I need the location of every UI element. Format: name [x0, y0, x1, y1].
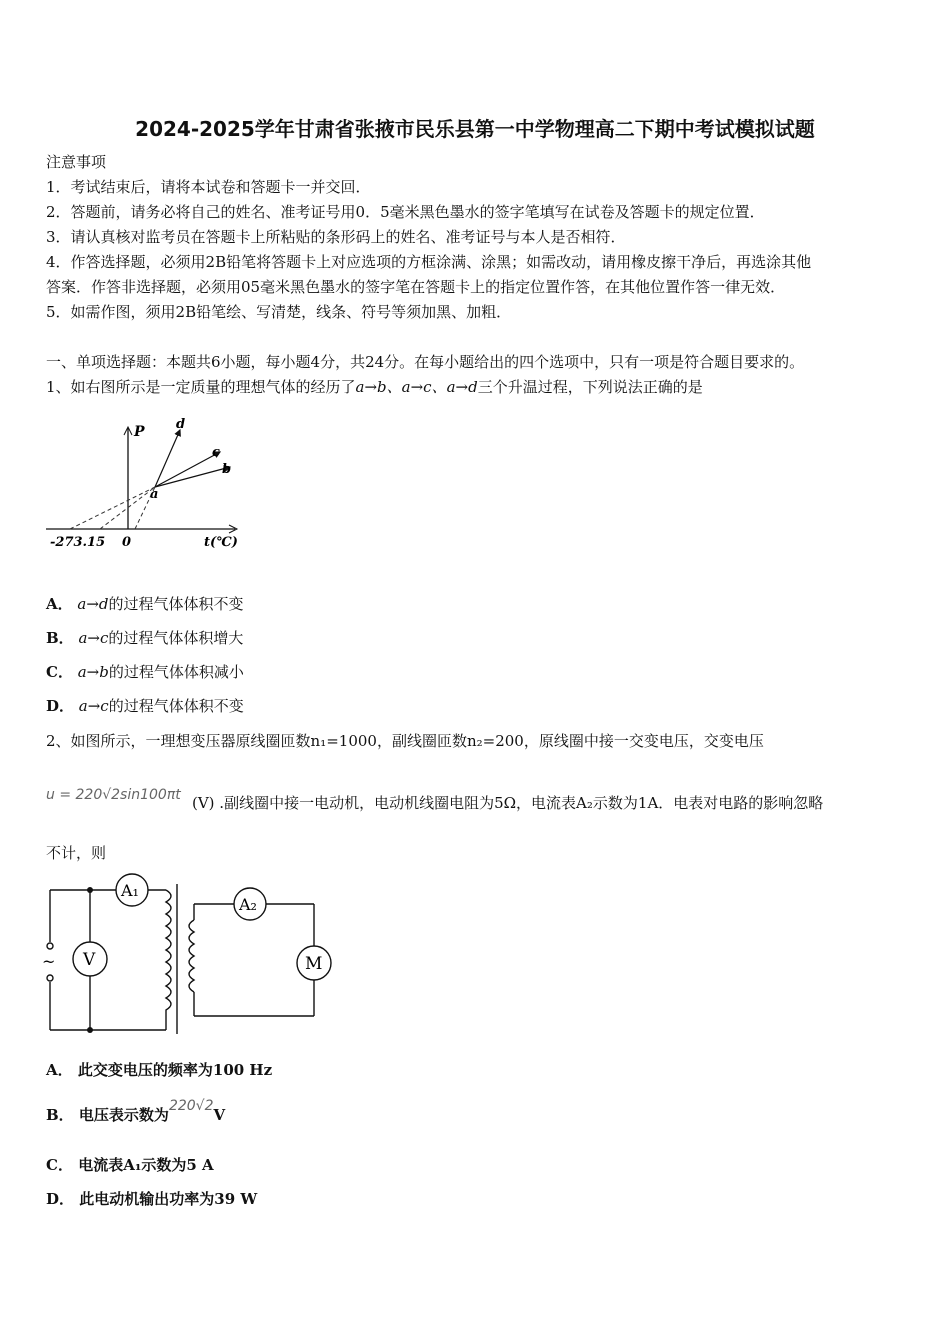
- notice-item: 3．请认真核对监考员在答题卡上所粘贴的条形码上的姓名、准考证号与本人是否相符．: [46, 228, 626, 246]
- q2-option-b: [46, 1098, 226, 1126]
- q2-circuit-diagram: [38, 870, 338, 1040]
- origin-label: 0: [122, 535, 132, 550]
- process-a-c: [155, 452, 220, 487]
- primary-coil: [166, 890, 171, 1030]
- q2-formula: [46, 784, 181, 805]
- v-label: V: [83, 950, 96, 970]
- option-process: a→d: [77, 595, 109, 613]
- q2-stem-line2: (V) .副线圈中接一电动机，电动机线圈电阻为5Ω，电流表A₂示数为1A．电表对电路的影响忽略: [192, 794, 824, 812]
- terminal-bottom: [47, 975, 53, 981]
- q1-stem: [46, 377, 703, 397]
- option-letter: B．: [46, 1106, 74, 1124]
- dashed-line-ab: [70, 487, 155, 529]
- option-process: a→c: [78, 629, 109, 647]
- a2-label: A₂: [239, 895, 257, 914]
- q2-stem-line1: 2、如图所示，一理想变压器原线圈匝数n₁=1000，副线圈匝数n₂=200，原线圈中接一交变电压，交变电压: [46, 732, 764, 750]
- ac-source-symbol: ~: [42, 952, 56, 971]
- a1-label: A₁: [121, 881, 139, 900]
- section-heading: 一、单项选择题：本题共6小题，每小题4分，共24分。在每小题给出的四个选项中，只有一项是符合题目要求的。: [46, 353, 805, 371]
- point-b-label: b: [222, 462, 232, 477]
- option-text: 的过程气体体积增大: [108, 629, 244, 647]
- notice-item: 1．考试结束后，请将本试卷和答题卡一并交回．: [46, 178, 371, 196]
- m-label: M: [305, 954, 323, 974]
- process-a-d: [155, 430, 180, 487]
- option-text: 此电动机输出功率为39 W: [79, 1190, 258, 1208]
- q2-option-d: [46, 1189, 257, 1209]
- option-text: 此交变电压的频率为100 Hz: [77, 1061, 273, 1079]
- option-letter: D．: [46, 1190, 75, 1208]
- page-title: 2024-2025学年甘肃省张掖市民乐县第一中学物理高二下期中考试模拟试题: [135, 117, 815, 141]
- option-letter: B．: [46, 629, 74, 647]
- point-c-label: c: [212, 445, 220, 460]
- q1-option-a: [46, 594, 244, 614]
- q1-option-d: [46, 696, 244, 716]
- notice-item: 4．作答选择题，必须用2B铅笔将答题卡上对应选项的方框涂满、涂黑；如需改动，请用橡皮擦干净后，再选涂其他: [46, 253, 812, 271]
- option-text: 的过程气体体积减小: [108, 663, 244, 681]
- q2-stem-line3: 不计，则: [46, 844, 107, 862]
- option-letter: C．: [46, 663, 73, 681]
- secondary-coil: [189, 920, 194, 992]
- option-process: a→b: [77, 663, 109, 681]
- option-letter: A．: [46, 595, 73, 613]
- junction-bottom: [87, 1027, 93, 1033]
- notice-item: 5．如需作图，须用2B铅笔绘、写清楚，线条、符号等须加黑、加粗．: [46, 303, 512, 321]
- option-text: 电压表示数为: [78, 1106, 169, 1124]
- option-letter: A．: [46, 1061, 73, 1079]
- q1-stem-text: 1、如右图所示是一定质量的理想气体的经历了: [46, 378, 356, 396]
- option-text: 的过程气体体积不变: [108, 595, 244, 613]
- q2-option-a: [46, 1060, 272, 1080]
- notice-item: 答案．作答非选择题，必须用05毫米黑色墨水的签字笔在答题卡上的指定位置作答，在其他位置作答一律无效．: [46, 278, 786, 296]
- q2-option-c: [46, 1155, 214, 1175]
- q1-stem-processes: a→b、a→c、a→d: [355, 378, 478, 396]
- terminal-top: [47, 943, 53, 949]
- point-a-label: a: [150, 487, 159, 502]
- x-intercept-label: -273.15: [50, 535, 106, 550]
- option-text: 的过程气体体积不变: [108, 697, 244, 715]
- option-process: a→c: [78, 697, 109, 715]
- q1-option-c: [46, 662, 244, 682]
- option-letter: D．: [46, 697, 75, 715]
- y-axis-label: P: [134, 424, 145, 440]
- x-axis-label: t(℃): [204, 535, 238, 550]
- option-unit: V: [213, 1106, 226, 1124]
- notice-item: 2．答题前，请务必将自己的姓名、准考证号用0．5毫米黑色墨水的签字笔填写在试卷及答题卡的规定位置．: [46, 203, 765, 221]
- q1-stem-text-end: 三个升温过程，下列说法正确的是: [477, 378, 703, 396]
- option-text: 电流表A₁示数为5 A: [78, 1156, 214, 1174]
- notice-heading: 注意事项: [46, 153, 107, 171]
- option-letter: C．: [46, 1156, 73, 1174]
- option-formula: 220√2: [168, 1098, 214, 1114]
- point-d-label: d: [176, 417, 186, 432]
- junction-top: [87, 887, 93, 893]
- voltage-formula: u = 220√2sin100πt: [46, 787, 181, 803]
- q1-pt-graph: [40, 410, 250, 555]
- q1-option-b: [46, 628, 243, 648]
- process-a-b: [155, 467, 230, 487]
